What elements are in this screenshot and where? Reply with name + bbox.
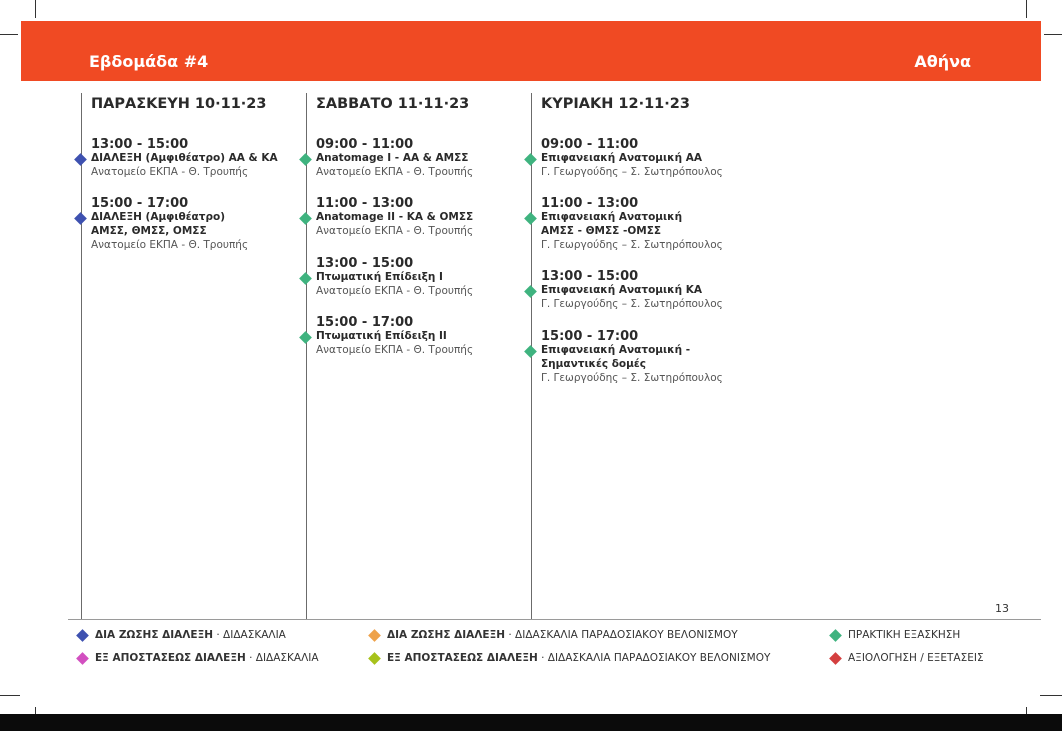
practice-diamond-icon bbox=[524, 212, 537, 225]
legend-diamond-icon bbox=[76, 652, 89, 665]
session-time: 15:00 - 17:00 bbox=[91, 196, 189, 211]
session-location: Γ. Γεωργούδης – Σ. Σωτηρόπουλος bbox=[541, 239, 723, 251]
session-location: Ανατομείο ΕΚΠΑ - Θ. Τρουπής bbox=[316, 166, 474, 178]
practice-diamond-icon bbox=[524, 153, 537, 166]
day-column-sunday bbox=[531, 93, 723, 620]
legend-diamond-icon bbox=[368, 629, 381, 642]
crop-mark bbox=[1040, 695, 1062, 696]
session-location: Γ. Γεωργούδης – Σ. Σωτηρόπουλος bbox=[541, 372, 723, 384]
lecture-diamond-icon bbox=[74, 153, 87, 166]
session-location: Γ. Γεωργούδης – Σ. Σωτηρόπουλος bbox=[541, 298, 723, 310]
session-location: Ανατομείο ΕΚΠΑ - Θ. Τρουπής bbox=[91, 239, 249, 251]
legend-diamond-icon bbox=[829, 652, 842, 665]
crop-mark bbox=[35, 707, 36, 714]
session-title: Επιφανειακή Ανατομική ΑΜΣΣ - ΘΜΣΣ -ΟΜΣΣ bbox=[541, 211, 683, 237]
session-location: Ανατομείο ΕΚΠΑ - Θ. Τρουπής bbox=[316, 344, 474, 356]
day-column-saturday bbox=[306, 93, 474, 620]
session-location: Ανατομείο ΕΚΠΑ - Θ. Τρουπής bbox=[91, 166, 249, 178]
session-time: 15:00 - 17:00 bbox=[316, 315, 414, 330]
legend-diamond-icon bbox=[76, 629, 89, 642]
legend-diamond-icon bbox=[368, 652, 381, 665]
practice-diamond-icon bbox=[299, 272, 312, 285]
session-title: Επιφανειακή Ανατομική ΑΑ bbox=[541, 152, 702, 164]
session-title: ΔΙΑΛΕΞΗ (Αμφιθέατρο) ΑΜΣΣ, ΘΜΣΣ, ΟΜΣΣ bbox=[91, 211, 225, 237]
session-title: Επιφανειακή Ανατομική ΚΑ bbox=[541, 284, 702, 296]
session-title: ΔΙΑΛΕΞΗ (Αμφιθέατρο) ΑΑ & ΚΑ bbox=[91, 152, 278, 164]
crop-mark bbox=[1044, 34, 1062, 35]
session-time: 09:00 - 11:00 bbox=[316, 137, 414, 152]
crop-mark bbox=[0, 34, 18, 35]
day-title: ΠΑΡΑΣΚΕΥΗ 10·11·23 bbox=[91, 96, 267, 112]
bottom-bar bbox=[0, 714, 1062, 731]
practice-diamond-icon bbox=[524, 285, 537, 298]
session-time: 09:00 - 11:00 bbox=[541, 137, 639, 152]
crop-mark bbox=[35, 0, 36, 18]
session-title: Επιφανειακή Ανατομική - Σημαντικές δομές bbox=[541, 344, 691, 370]
session-time: 13:00 - 15:00 bbox=[541, 269, 639, 284]
session-location: Ανατομείο ΕΚΠΑ - Θ. Τρουπής bbox=[316, 225, 474, 237]
crop-mark bbox=[0, 695, 20, 696]
session-time: 13:00 - 15:00 bbox=[316, 256, 414, 271]
legend-diamond-icon bbox=[829, 629, 842, 642]
practice-diamond-icon bbox=[299, 153, 312, 166]
day-column-friday bbox=[81, 93, 278, 620]
session-time: 15:00 - 17:00 bbox=[541, 329, 639, 344]
day-title: ΣΑΒΒΑΤΟ 11·11·23 bbox=[316, 96, 470, 112]
header-band bbox=[21, 21, 1041, 81]
practice-diamond-icon bbox=[299, 212, 312, 225]
crop-mark bbox=[1026, 707, 1027, 714]
lecture-diamond-icon bbox=[74, 212, 87, 225]
session-title: Πτωματική Επίδειξη Ι bbox=[316, 271, 443, 283]
city-label: Αθήνα bbox=[914, 52, 971, 71]
week-label: Εβδομάδα #4 bbox=[89, 52, 209, 71]
session-time: 11:00 - 13:00 bbox=[541, 196, 639, 211]
page-number: 13 bbox=[995, 602, 1009, 615]
practice-diamond-icon bbox=[524, 345, 537, 358]
session-time: 13:00 - 15:00 bbox=[91, 137, 189, 152]
session-time: 11:00 - 13:00 bbox=[316, 196, 414, 211]
day-title: ΚΥΡΙΑΚΗ 12·11·23 bbox=[541, 96, 690, 112]
crop-mark bbox=[1026, 0, 1027, 18]
session-location: Ανατομείο ΕΚΠΑ - Θ. Τρουπής bbox=[316, 285, 474, 297]
session-location: Γ. Γεωργούδης – Σ. Σωτηρόπουλος bbox=[541, 166, 723, 178]
session-title: Anatomage I - AA & ΑΜΣΣ bbox=[316, 152, 469, 164]
practice-diamond-icon bbox=[299, 331, 312, 344]
legend-divider bbox=[68, 619, 1041, 620]
session-title: Anatomage II - ΚΑ & ΟΜΣΣ bbox=[316, 211, 474, 223]
session-title: Πτωματική Επίδειξη ΙΙ bbox=[316, 330, 447, 342]
